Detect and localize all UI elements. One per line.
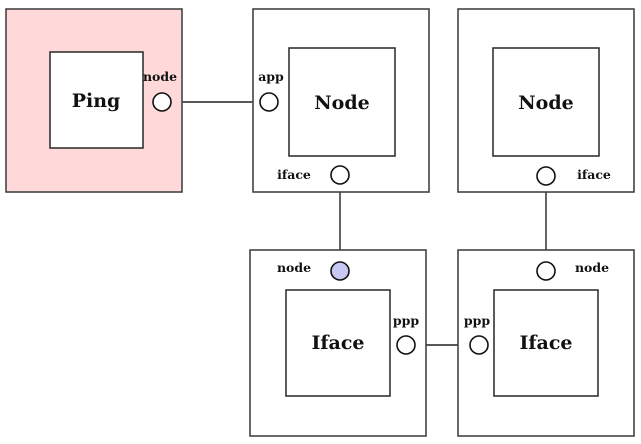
node-block-2 bbox=[458, 9, 634, 192]
iface-block-2 bbox=[458, 250, 634, 436]
iface2-node-port bbox=[537, 262, 555, 280]
node2-iface-port bbox=[537, 167, 555, 185]
iface2-ppp-port bbox=[470, 336, 488, 354]
iface2-label: Iface bbox=[519, 332, 573, 354]
iface2-ppp-port-label: ppp bbox=[463, 313, 491, 328]
iface2-node-port-label: node bbox=[574, 260, 610, 275]
node1-label: Node bbox=[314, 92, 370, 114]
node2-iface-port-label: iface bbox=[577, 167, 611, 182]
ping-label: Ping bbox=[71, 90, 121, 112]
iface1-ppp-port-label: ppp bbox=[392, 313, 420, 328]
node1-app-port-label: app bbox=[258, 69, 284, 84]
node1-app-port bbox=[260, 93, 278, 111]
iface1-label: Iface bbox=[311, 332, 365, 354]
node-block-1 bbox=[253, 9, 429, 192]
node1-iface-port-label: iface bbox=[277, 167, 311, 182]
node2-label: Node bbox=[518, 92, 574, 114]
ping-block bbox=[6, 9, 182, 192]
node1-iface-port bbox=[331, 166, 349, 184]
ping-node-port bbox=[153, 93, 171, 111]
iface-block-1 bbox=[250, 250, 426, 436]
iface1-ppp-port bbox=[397, 336, 415, 354]
ping-node-port-label: node bbox=[142, 69, 178, 84]
iface1-node-port bbox=[331, 262, 349, 280]
iface1-node-port-label: node bbox=[276, 260, 312, 275]
